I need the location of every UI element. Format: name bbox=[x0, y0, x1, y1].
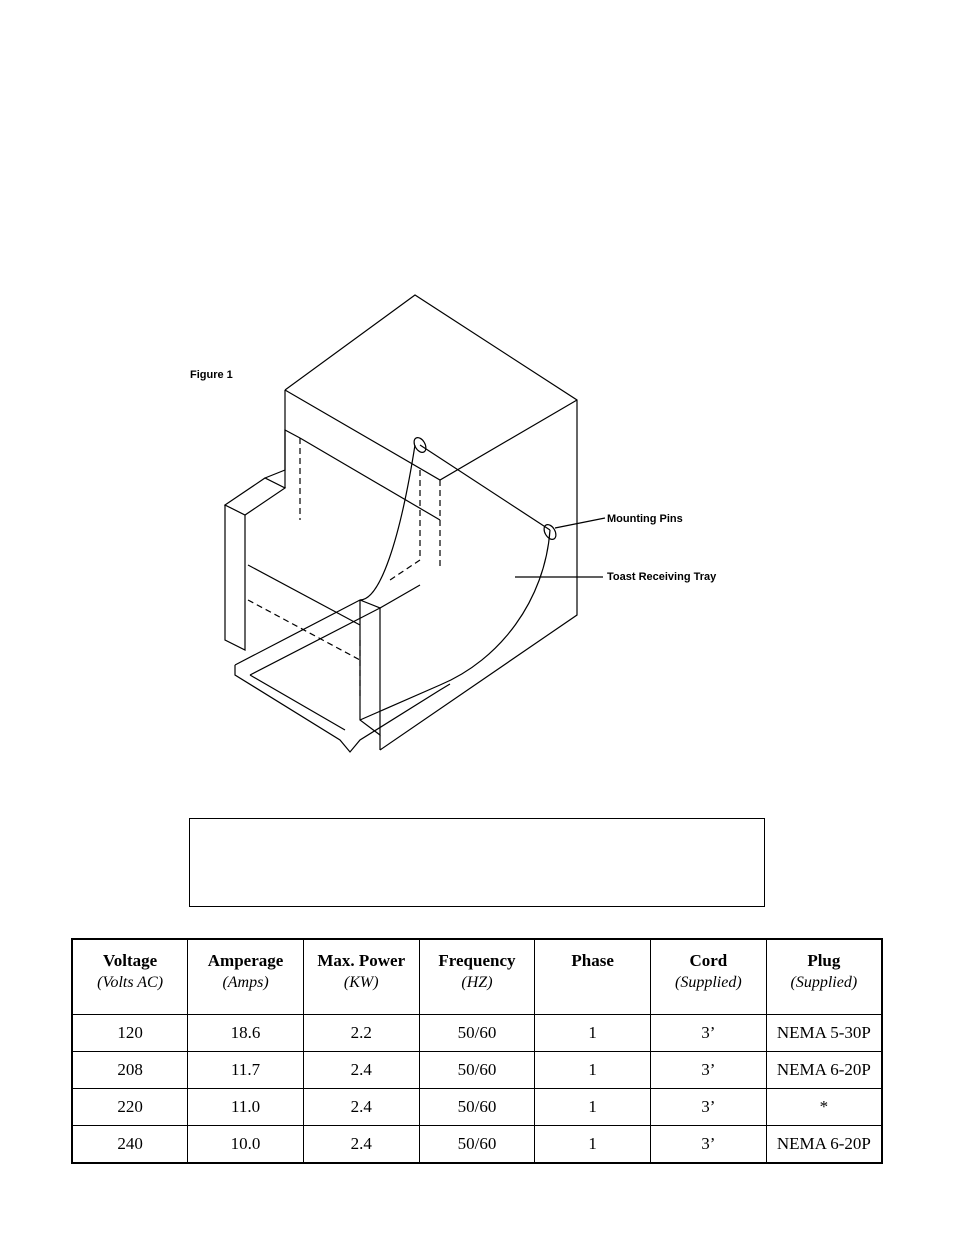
cell-max-power: 2.4 bbox=[303, 1052, 419, 1089]
figure-caption: Figure 1 bbox=[190, 369, 233, 381]
table-header-row bbox=[72, 939, 882, 1015]
cell-amperage: 11.0 bbox=[188, 1089, 304, 1126]
cell-max-power: 2.4 bbox=[303, 1126, 419, 1164]
cell-cord: 3’ bbox=[651, 1089, 767, 1126]
cell-plug: NEMA 6-20P bbox=[766, 1126, 882, 1164]
table-row bbox=[72, 1015, 882, 1052]
cell-cord: 3’ bbox=[651, 1052, 767, 1089]
header-amperage: Amperage (Amps) bbox=[188, 939, 304, 1015]
cell-plug: * bbox=[766, 1089, 882, 1126]
cell-voltage: 120 bbox=[72, 1015, 188, 1052]
cell-frequency: 50/60 bbox=[419, 1089, 535, 1126]
callout-toast-receiving-tray: Toast Receiving Tray bbox=[607, 571, 717, 583]
cell-phase: 1 bbox=[535, 1089, 651, 1126]
table-row bbox=[72, 1126, 882, 1164]
header-voltage: Voltage (Volts AC) bbox=[72, 939, 188, 1015]
cell-voltage: 208 bbox=[72, 1052, 188, 1089]
header-plug: Plug (Supplied) bbox=[766, 939, 882, 1015]
toaster-drawing bbox=[225, 295, 605, 752]
cell-phase: 1 bbox=[535, 1126, 651, 1164]
blank-note-box bbox=[189, 818, 765, 907]
cell-frequency: 50/60 bbox=[419, 1126, 535, 1164]
cell-max-power: 2.4 bbox=[303, 1089, 419, 1126]
cell-frequency: 50/60 bbox=[419, 1052, 535, 1089]
cell-amperage: 18.6 bbox=[188, 1015, 304, 1052]
cell-phase: 1 bbox=[535, 1015, 651, 1052]
table-row bbox=[72, 1052, 882, 1089]
cell-plug: NEMA 5-30P bbox=[766, 1015, 882, 1052]
cell-voltage: 240 bbox=[72, 1126, 188, 1164]
cell-max-power: 2.2 bbox=[303, 1015, 419, 1052]
cell-voltage: 220 bbox=[72, 1089, 188, 1126]
cell-cord: 3’ bbox=[651, 1126, 767, 1164]
header-phase: Phase bbox=[535, 939, 651, 1015]
callout-mounting-pins: Mounting Pins bbox=[607, 513, 683, 525]
electrical-specs-table bbox=[71, 938, 883, 1164]
header-max-power: Max. Power (KW) bbox=[303, 939, 419, 1015]
header-frequency: Frequency (HZ) bbox=[419, 939, 535, 1015]
cell-amperage: 10.0 bbox=[188, 1126, 304, 1164]
cell-amperage: 11.7 bbox=[188, 1052, 304, 1089]
cell-plug: NEMA 6-20P bbox=[766, 1052, 882, 1089]
cell-frequency: 50/60 bbox=[419, 1015, 535, 1052]
table-row bbox=[72, 1089, 882, 1126]
header-cord: Cord (Supplied) bbox=[651, 939, 767, 1015]
cell-cord: 3’ bbox=[651, 1015, 767, 1052]
cell-phase: 1 bbox=[535, 1052, 651, 1089]
